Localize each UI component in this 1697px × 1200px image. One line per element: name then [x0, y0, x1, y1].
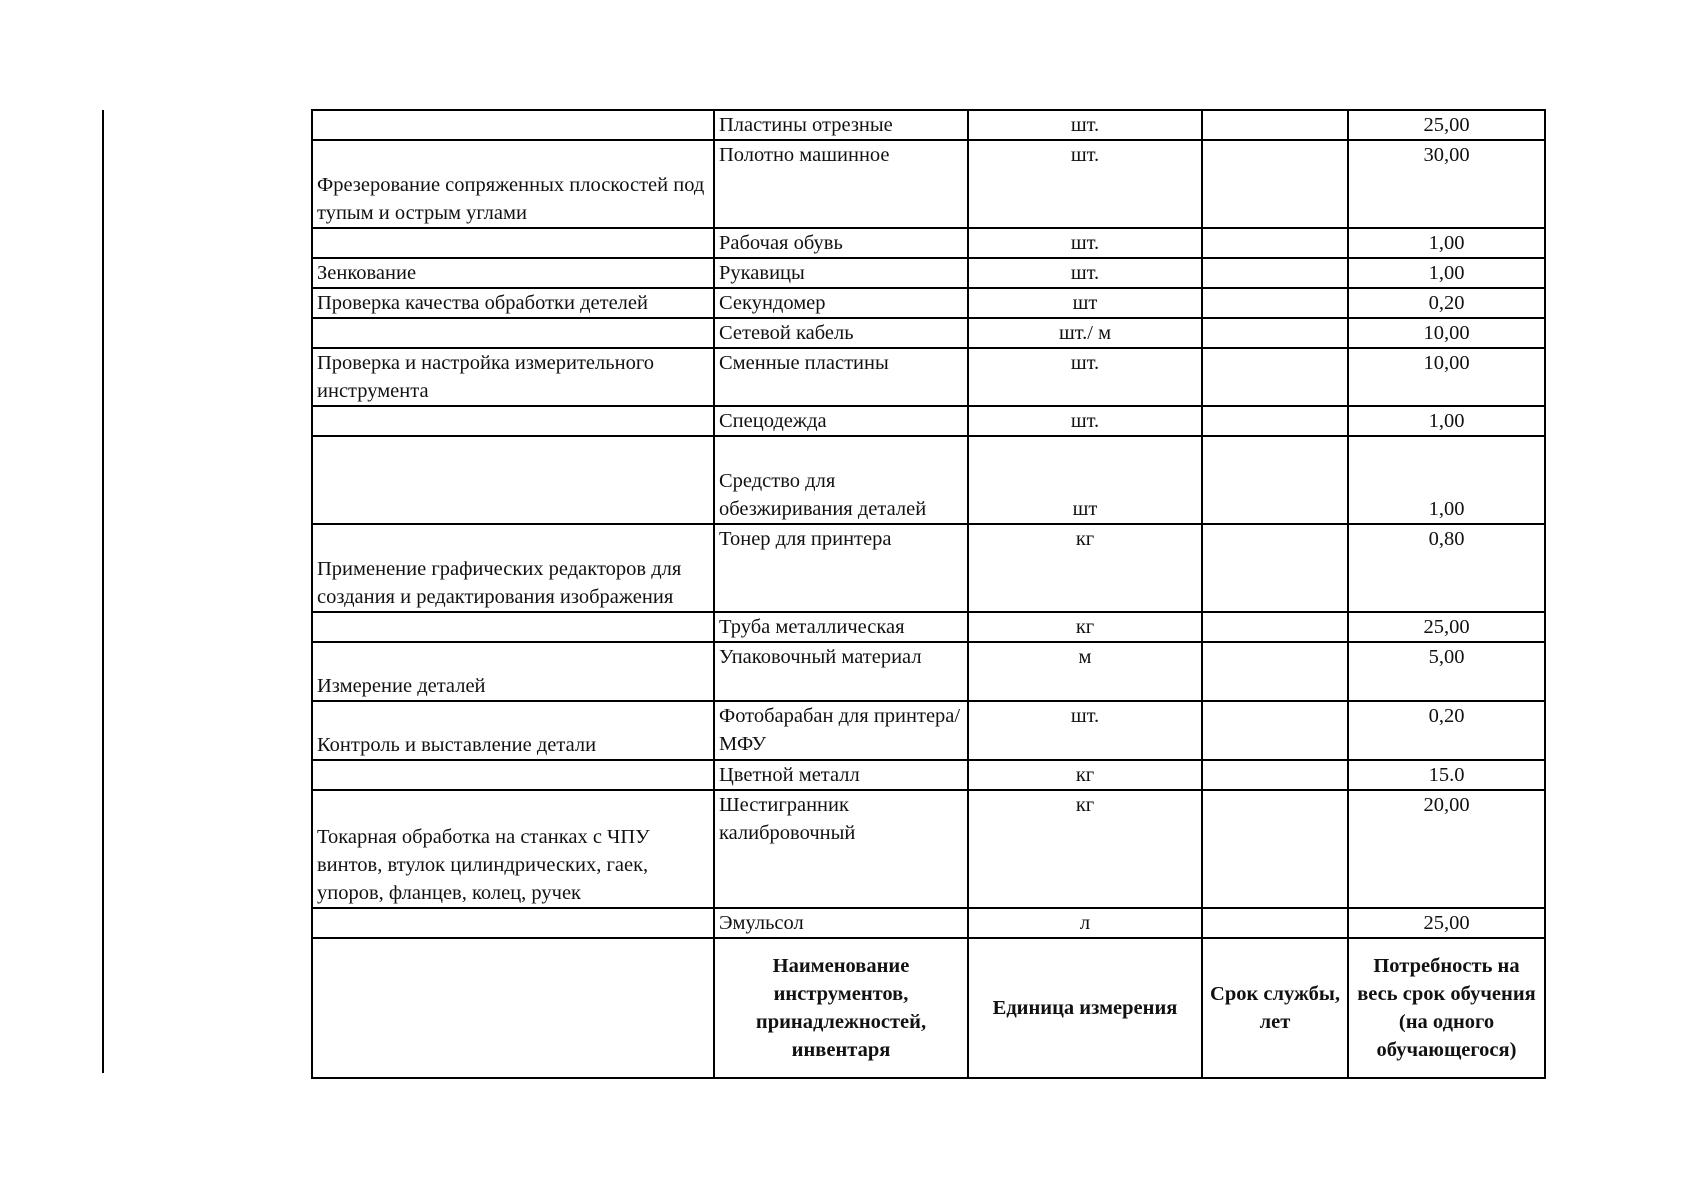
- item-name-cell: Рабочая обувь: [714, 228, 968, 258]
- header-unit-cell: Единица измерения: [968, 938, 1202, 1078]
- quantity-cell: 1,00: [1348, 258, 1545, 288]
- service-life-cell: [1202, 348, 1348, 406]
- task-cell: Применение графических редакторов для создания и редактирования изображения: [312, 524, 714, 612]
- service-life-cell: [1202, 612, 1348, 642]
- unit-cell: шт: [968, 288, 1202, 318]
- item-name-cell: Пластины отрезные: [714, 110, 968, 140]
- service-life-cell: [1202, 318, 1348, 348]
- quantity-cell: 25,00: [1348, 612, 1545, 642]
- task-cell: [312, 908, 714, 938]
- task-cell: Проверка качества обработки детелей: [312, 288, 714, 318]
- table-row: [312, 258, 1545, 288]
- item-name-cell: Тонер для принтера: [714, 524, 968, 612]
- unit-cell: шт.: [968, 140, 1202, 228]
- item-name-cell: Эмульсол: [714, 908, 968, 938]
- task-cell: Токарная обработка на станках с ЧПУ винтов, втулок цилиндрических, гаек, упоров, фланцев, колец, ручек: [312, 790, 714, 908]
- unit-cell: кг: [968, 790, 1202, 908]
- service-life-cell: [1202, 228, 1348, 258]
- table-row: [312, 790, 1545, 908]
- table-row: [312, 140, 1545, 228]
- quantity-cell: 10,00: [1348, 318, 1545, 348]
- table-row: [312, 228, 1545, 258]
- service-life-cell: [1202, 642, 1348, 701]
- unit-cell: шт.: [968, 258, 1202, 288]
- unit-cell: шт: [968, 436, 1202, 524]
- table-row: [312, 110, 1545, 140]
- task-cell: [312, 228, 714, 258]
- item-name-cell: Спецодежда: [714, 406, 968, 436]
- unit-cell: шт.: [968, 228, 1202, 258]
- service-life-cell: [1202, 524, 1348, 612]
- item-name-cell: Полотно машинное: [714, 140, 968, 228]
- service-life-cell: [1202, 790, 1348, 908]
- table-row: [312, 908, 1545, 938]
- quantity-cell: 0,80: [1348, 524, 1545, 612]
- table-row: [312, 436, 1545, 524]
- service-life-cell: [1202, 288, 1348, 318]
- task-cell: [312, 406, 714, 436]
- item-name-cell: Цветной металл: [714, 760, 968, 790]
- service-life-cell: [1202, 110, 1348, 140]
- quantity-cell: 0,20: [1348, 701, 1545, 760]
- left-margin-line: [102, 110, 104, 1073]
- item-name-cell: Секундомер: [714, 288, 968, 318]
- task-cell: [312, 110, 714, 140]
- quantity-cell: 0,20: [1348, 288, 1545, 318]
- task-cell: [312, 760, 714, 790]
- item-name-cell: Сменные пластины: [714, 348, 968, 406]
- item-name-cell: Упаковочный материал: [714, 642, 968, 701]
- table-header-row: [312, 938, 1545, 1078]
- item-name-cell: Сетевой кабель: [714, 318, 968, 348]
- table-row: [312, 642, 1545, 701]
- unit-cell: кг: [968, 612, 1202, 642]
- table-row: [312, 406, 1545, 436]
- service-life-cell: [1202, 140, 1348, 228]
- unit-cell: кг: [968, 760, 1202, 790]
- table-row: [312, 701, 1545, 760]
- unit-cell: м: [968, 642, 1202, 701]
- unit-cell: шт.: [968, 348, 1202, 406]
- header-quantity-cell: Потребность на весь срок обучения (на одного обучающегося): [1348, 938, 1545, 1078]
- item-name-cell: Фотобарабан для принтера/МФУ: [714, 701, 968, 760]
- table-row: [312, 288, 1545, 318]
- service-life-cell: [1202, 436, 1348, 524]
- task-cell: Измерение деталей: [312, 642, 714, 701]
- quantity-cell: 30,00: [1348, 140, 1545, 228]
- unit-cell: шт.: [968, 406, 1202, 436]
- table-row: [312, 612, 1545, 642]
- task-cell: Зенкование: [312, 258, 714, 288]
- service-life-cell: [1202, 760, 1348, 790]
- table-row: [312, 760, 1545, 790]
- task-cell: [312, 612, 714, 642]
- unit-cell: л: [968, 908, 1202, 938]
- service-life-cell: [1202, 258, 1348, 288]
- header-service-life-cell: Срок службы, лет: [1202, 938, 1348, 1078]
- unit-cell: шт./ м: [968, 318, 1202, 348]
- quantity-cell: 10,00: [1348, 348, 1545, 406]
- unit-cell: шт.: [968, 110, 1202, 140]
- quantity-cell: 25,00: [1348, 908, 1545, 938]
- quantity-cell: 5,00: [1348, 642, 1545, 701]
- task-cell: Проверка и настройка измерительного инструмента: [312, 348, 714, 406]
- task-cell: [312, 318, 714, 348]
- table-row: [312, 348, 1545, 406]
- header-task-cell: [312, 938, 714, 1078]
- service-life-cell: [1202, 908, 1348, 938]
- task-cell: Контроль и выставление детали: [312, 701, 714, 760]
- equipment-table: [311, 109, 1546, 1079]
- quantity-cell: 25,00: [1348, 110, 1545, 140]
- quantity-cell: 1,00: [1348, 228, 1545, 258]
- quantity-cell: 1,00: [1348, 406, 1545, 436]
- quantity-cell: 15.0: [1348, 760, 1545, 790]
- unit-cell: шт.: [968, 701, 1202, 760]
- task-cell: Фрезерование сопряженных плоскостей под тупым и острым углами: [312, 140, 714, 228]
- table-row: [312, 524, 1545, 612]
- task-cell: [312, 436, 714, 524]
- unit-cell: кг: [968, 524, 1202, 612]
- item-name-cell: Труба металлическая: [714, 612, 968, 642]
- quantity-cell: 1,00: [1348, 436, 1545, 524]
- item-name-cell: Шестигранник калибровочный: [714, 790, 968, 908]
- quantity-cell: 20,00: [1348, 790, 1545, 908]
- service-life-cell: [1202, 406, 1348, 436]
- table-row: [312, 318, 1545, 348]
- item-name-cell: Рукавицы: [714, 258, 968, 288]
- service-life-cell: [1202, 701, 1348, 760]
- item-name-cell: Средство для обезжиривания деталей: [714, 436, 968, 524]
- header-item-name-cell: Наименование инструментов, принадлежностей, инвентаря: [714, 938, 968, 1078]
- table-body: [312, 110, 1545, 1078]
